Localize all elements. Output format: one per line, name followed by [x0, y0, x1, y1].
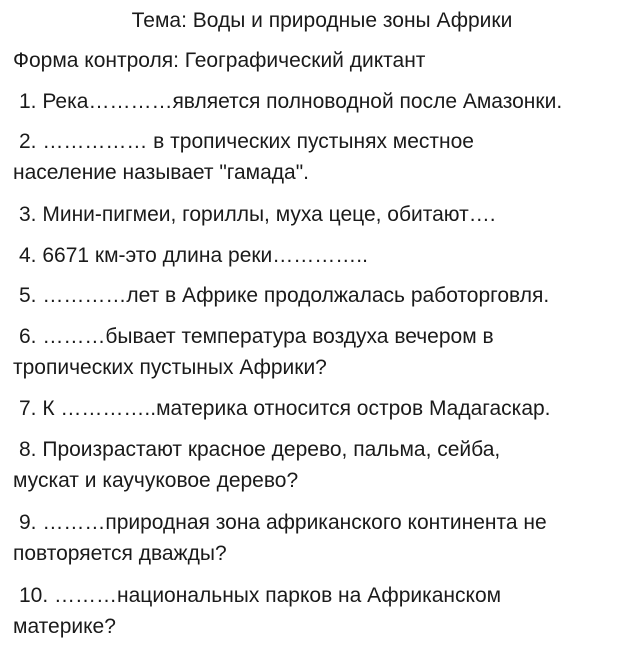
question-9-line-2: повторяется дважды?: [13, 542, 227, 565]
question-6-line-2: тропических пустыных Африки?: [13, 356, 327, 379]
question-10-line-1: 10. ………национальных парков на Африканском: [19, 584, 502, 607]
question-3-line-1: 3. Мини-пигмеи, гориллы, муха цеце, обитают….: [19, 203, 496, 226]
document-title: Тема: Воды и природные зоны Африки: [131, 9, 513, 32]
question-8: [13, 434, 638, 496]
question-9-line-1: 9. ………природная зона африканского континента не: [19, 511, 547, 534]
question-7-line-1: 7. К …………..материка относится остров Мадагаскар.: [19, 397, 551, 420]
question-6-line-1: 6. ………бывает температура воздуха вечером в: [19, 325, 494, 348]
control-form-subtitle: Форма контроля: Географический диктант: [13, 49, 426, 72]
question-2-line-2: население называет "гамада".: [13, 161, 309, 184]
question-1: [13, 86, 638, 117]
question-2: [13, 126, 638, 188]
question-7: [13, 393, 638, 424]
question-1-line-1: 1. Река…………является полноводной после Амазонки.: [19, 90, 563, 113]
question-10: [13, 580, 638, 642]
question-5-line-1: 5. …………лет в Африке продолжалась работорговля.: [19, 284, 550, 307]
question-6: [13, 321, 638, 383]
question-9: [13, 507, 638, 569]
question-8-line-1: 8. Произрастают красное дерево, пальма, сейба,: [19, 438, 501, 461]
question-2-line-1: 2. …………… в тропических пустынях местное: [19, 130, 474, 153]
question-3: [13, 199, 638, 230]
question-5: [13, 280, 638, 311]
question-4-line-1: 4. 6671 км-это длина реки…………..: [19, 244, 368, 267]
question-8-line-2: мускат и каучуковое дерево?: [13, 469, 299, 492]
question-10-line-2: материке?: [13, 615, 116, 638]
question-4: [13, 240, 638, 271]
